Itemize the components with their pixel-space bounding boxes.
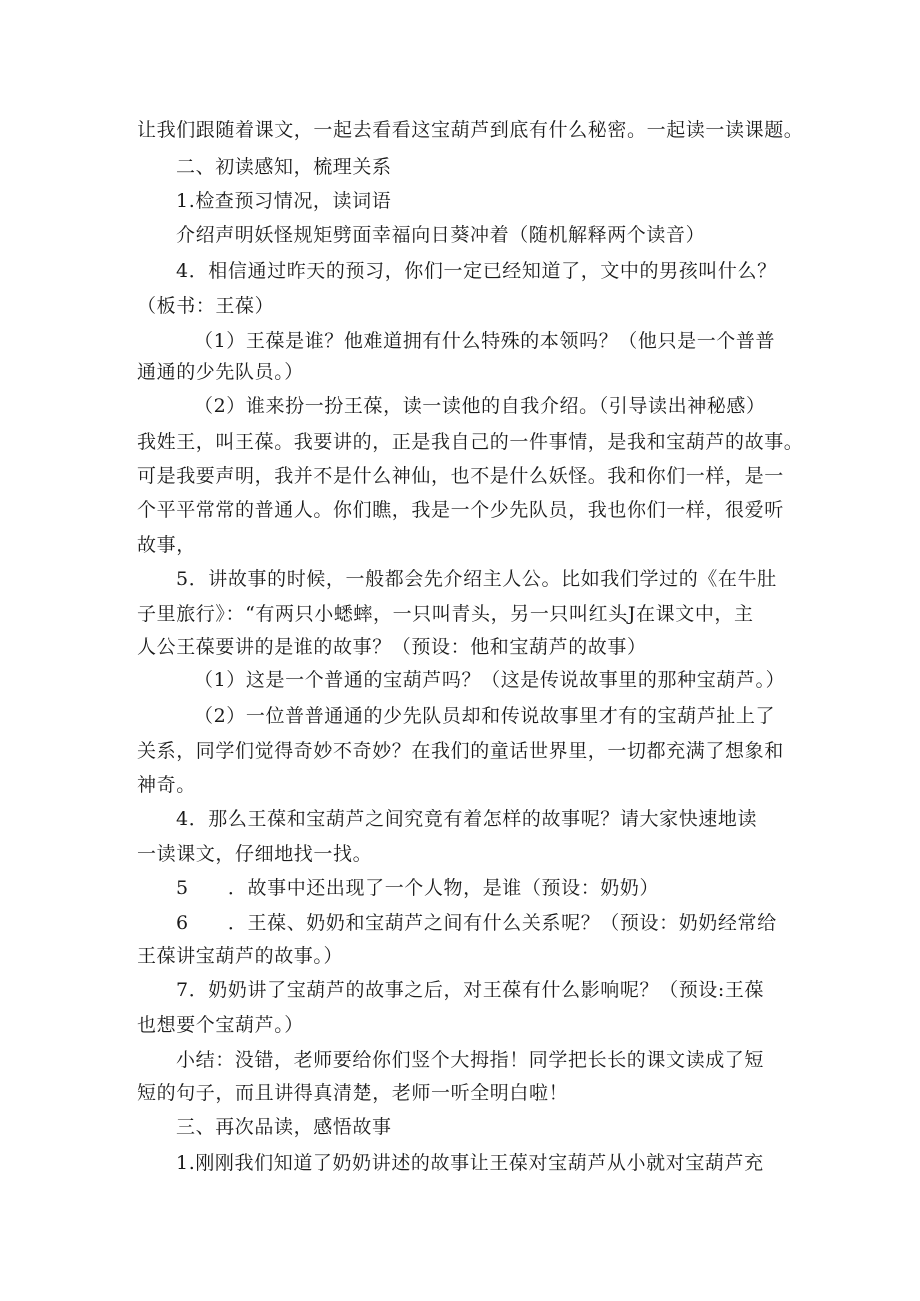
text-line: 4．那么王葆和宝葫芦之间究竟有着怎样的故事呢？请大家快速地读 [176,808,758,830]
text-line: 5．讲故事的时候，一般都会先介绍主人公。比如我们学过的《在牛肚 [176,568,777,590]
text-line: 故事， [137,534,196,556]
text-line: 4．相信通过昨天的预习，你们一定已经知道了，文中的男孩叫什么？ [176,260,777,282]
text-line: 6 ．王葆、奶奶和宝葫芦之间有什么关系呢？（预设：奶奶经常给 [176,912,777,934]
text-line: （1）王葆是谁？他难道拥有什么特殊的本领吗？（他只是一个普普 [194,330,776,352]
text-line: 让我们跟随着课文，一起去看看这宝葫芦到底有什么秘密。一起读一读课题。 [137,119,804,141]
text-line: （2）一位普普通通的少先队员却和传说故事里才有的宝葫芦扯上了 [194,705,776,727]
text-line: 王葆讲宝葫芦的故事。） [137,945,344,967]
text-line: 子里旅行》：“有两只小蟋蟀，一只叫青头，另一只叫红头J在课文中，主 [137,603,754,625]
text-line: 7．奶奶讲了宝葫芦的故事之后，对王葆有什么影响呢？（预设:王葆 [176,979,765,1001]
text-line: 一读课文，仔细地找一找。 [137,843,373,865]
text-line: （板书：王葆） [137,295,275,317]
text-line: 介绍声明妖怪规矩劈面幸福向日葵冲着（随机解释两个读音） [176,224,706,246]
text-line: （2）谁来扮一扮王葆，读一读他的自我介绍。（引导读出神秘感） [194,395,766,417]
section-heading: 二、初读感知，梳理关系 [176,156,392,178]
text-line: 5 ．故事中还出现了一个人物，是谁（预设：奶奶） [176,877,660,899]
text-line: 个平平常常的普通人。你们瞧，我是一个少先队员，我也你们一样，很爱听 [137,499,784,521]
text-line: 我姓王，叫王葆。我要讲的，正是我自己的一件事情，是我和宝葫芦的故事。 [137,431,804,453]
text-line: 也想要个宝葫芦。） [137,1014,304,1036]
text-line: 关系，同学们觉得奇妙不奇妙？在我们的童话世界里，一切都充满了想象和 [137,740,784,762]
text-line: 通通的少先队员。） [137,361,304,383]
section-heading: 三、再次品读，感悟故事 [176,1116,392,1138]
text-line: 短的句子，而且讲得真清楚，老师一听全明白啦！ [137,1082,569,1104]
text-line: 1.检查预习情况，读词语 [176,190,392,212]
text-line: 神奇。 [137,774,196,796]
text-line: （1）这是一个普通的宝葫芦吗？（这是传说故事里的那种宝葫芦。） [194,669,786,691]
text-line: 可是我要声明，我并不是什么神仙，也不是什么妖怪。我和你们一样，是一 [137,465,784,487]
text-line: 小结：没错，老师要给你们竖个大拇指！同学把长长的课文读成了短 [176,1049,765,1071]
text-line: 人公王葆要讲的是谁的故事？（预设：他和宝葫芦的故事） [137,636,647,658]
text-line: 1.刚刚我们知道了奶奶讲述的故事让王葆对宝葫芦从小就对宝葫芦充 [176,1152,764,1174]
